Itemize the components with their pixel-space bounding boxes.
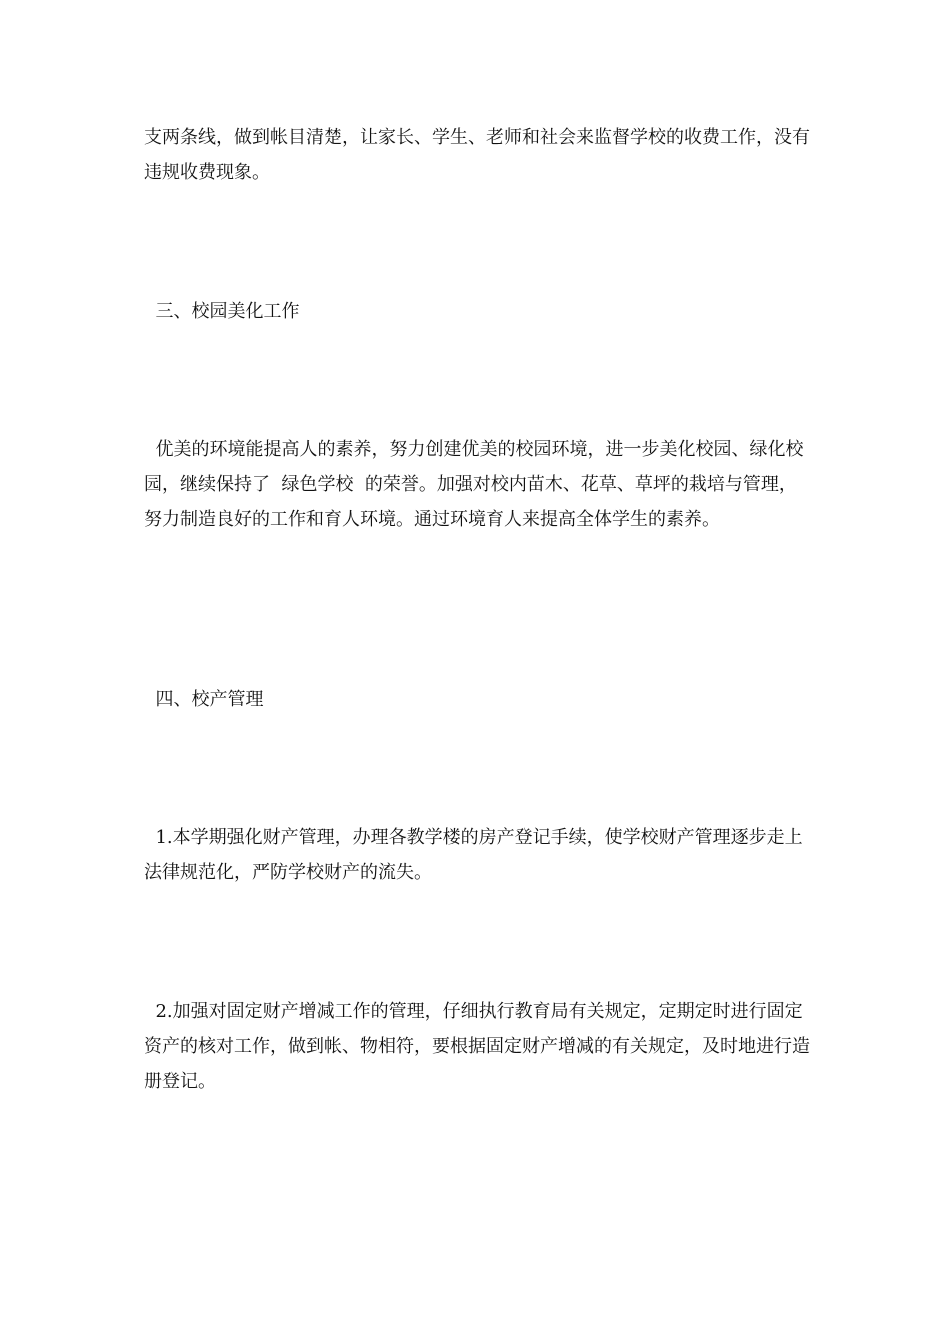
section-heading-campus-beautification: 三、校园美化工作 [144,301,300,322]
paragraph-property-registration: 1.本学期强化财产管理，办理各教学楼的房产登记手续，使学校财产管理逐步走上法律规范化，严防学校财产的流失。 [144,827,803,883]
section-heading-property-management: 四、校产管理 [144,689,264,710]
paragraph-campus-environment: 优美的环境能提高人的素养，努力创建优美的校园环境，进一步美化校园、绿化校园，继续保持了 绿色学校 的荣誉。加强对校内苗木、花草、草坪的栽培与管理，努力制造良好的工作和育人环境。通过环境育人来提高全体学生的素养。 [144,439,804,530]
paragraph-fee-supervision: 支两条线，做到帐目清楚，让家长、学生、老师和社会来监督学校的收费工作，没有违规收费现象。 [144,127,810,183]
paragraph-fixed-assets: 2.加强对固定财产增减工作的管理，仔细执行教育局有关规定，定期定时进行固定资产的核对工作，做到帐、物相符，要根据固定财产增减的有关规定，及时地进行造册登记。 [144,1001,810,1092]
